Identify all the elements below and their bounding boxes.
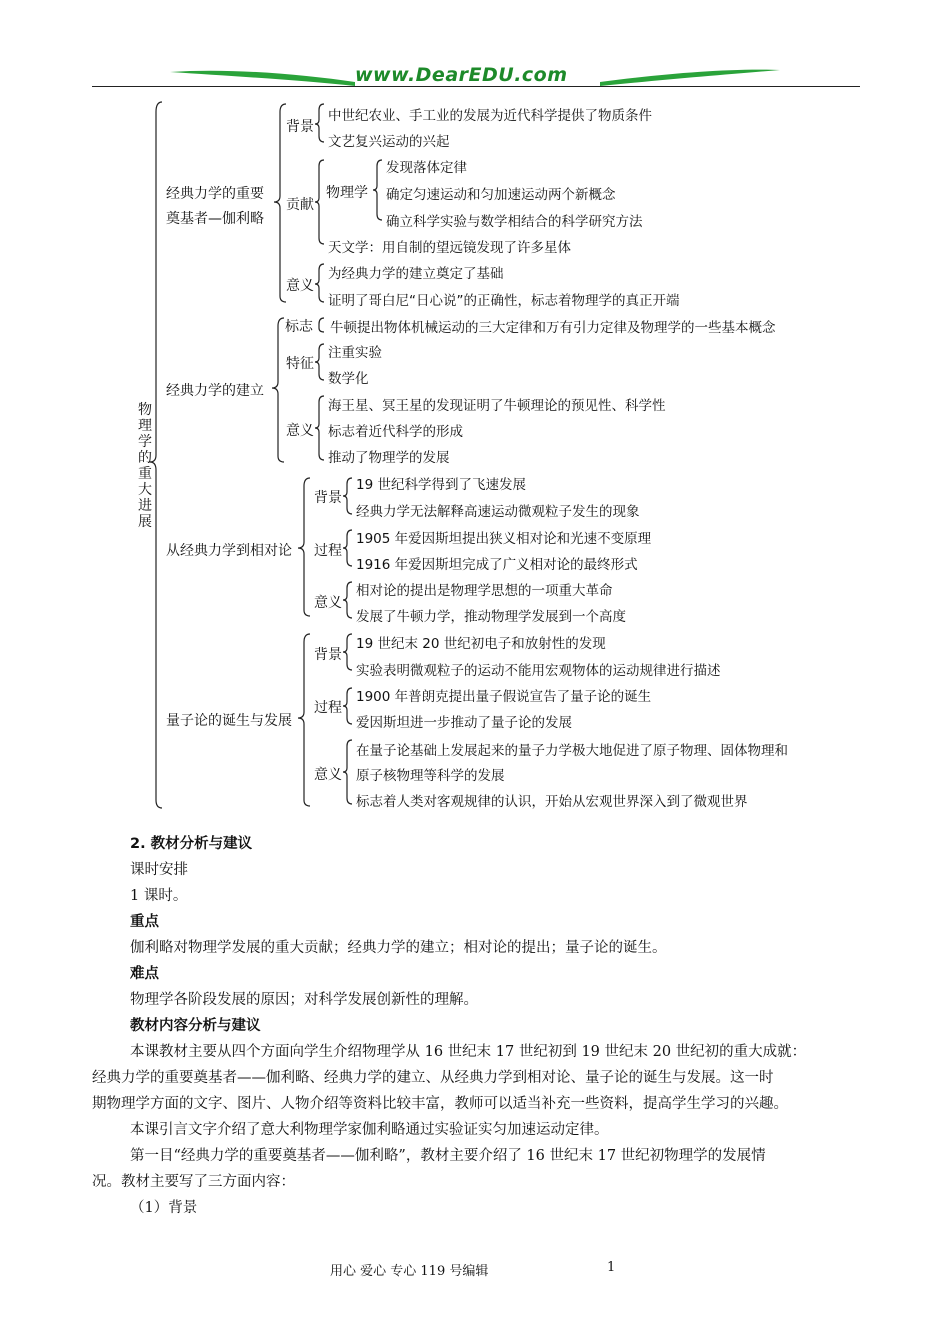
footer-text: 用心 爱心 专心 119 号编辑 — [330, 1264, 489, 1279]
paragraph-2: 本课引言文字介绍了意大利物理学家伽利略通过实验证实匀加速运动定律。 — [130, 1122, 609, 1138]
heading-analysis-suggestions: 2. 教材分析与建议 — [130, 836, 253, 852]
difficulty-heading: 难点 — [130, 966, 159, 982]
section-2-group-1-label: 标志 — [285, 319, 313, 335]
section-2-group-3-item-2: 标志着近代科学的形成 — [328, 424, 463, 440]
section-2-group-3-item-3: 推动了物理学的发展 — [328, 450, 450, 466]
section-3-group-2-label: 过程 — [314, 543, 342, 559]
section-4-group-1-item-1: 19 世纪末 20 世纪初电子和放射性的发现 — [356, 636, 606, 652]
section-1-group-3-item-2: 证明了哥白尼“日心说”的正确性，标志着物理学的真正开端 — [328, 293, 680, 309]
section-2-group-3-item-1: 海王星、冥王星的发现证明了牛顿理论的预见性、科学性 — [328, 398, 666, 414]
schedule-label: 课时安排 — [130, 862, 188, 878]
page-number: 1 — [607, 1260, 616, 1275]
section-1-group-2-label: 贡献 — [286, 197, 314, 213]
paragraph-4: （1）背景 — [130, 1200, 198, 1216]
key-points-heading: 重点 — [130, 914, 159, 930]
content-analysis-heading: 教材内容分析与建议 — [130, 1018, 261, 1034]
section-3-group-1-item-2: 经典力学无法解释高速运动微观粒子发生的现象 — [356, 504, 640, 520]
paragraph-1-line-2: 经典力学的重要奠基者——伽利略、经典力学的建立、从经典力学到相对论、量子论的诞生与发展。这一时 — [92, 1070, 774, 1086]
section-3-group-2-item-1: 1905 年爱因斯坦提出狭义相对论和光速不变原理 — [356, 531, 652, 547]
section-1-group-1-item-2: 文艺复兴运动的兴起 — [328, 134, 450, 150]
section-1-group-1-label: 背景 — [286, 119, 314, 135]
section-4-group-2-item-2: 爱因斯坦进一步推动了量子论的发展 — [356, 715, 572, 731]
section-1-group-3-item-1: 为经典力学的建立奠定了基础 — [328, 266, 504, 282]
paragraph-3-line-1: 第一目“经典力学的重要奠基者——伽利略”，教材主要介绍了 16 世纪末 17 世纪初物理学的发展情 — [130, 1148, 766, 1164]
key-points-text: 伽利略对物理学发展的重大贡献；经典力学的建立；相对论的提出；量子论的诞生。 — [130, 940, 667, 956]
section-1-group-3-label: 意义 — [286, 278, 314, 294]
section-4-group-3-label: 意义 — [314, 767, 342, 783]
section-3-group-3-item-1: 相对论的提出是物理学思想的一项重大革命 — [356, 583, 613, 599]
header-rule — [92, 86, 860, 87]
paragraph-1-line-3: 期物理学方面的文字、图片、人物介绍等资料比较丰富，教师可以适当补充一些资料，提高学生学习的兴趣。 — [92, 1096, 788, 1112]
difficulty-text: 物理学各阶段发展的原因；对科学发展创新性的理解。 — [130, 992, 478, 1008]
section-2-group-1-item-1: 牛顿提出物体机械运动的三大定律和万有引力定律及物理学的一些基本概念 — [330, 320, 776, 336]
paragraph-1-line-1: 本课教材主要从四个方面向学生介绍物理学从 16 世纪末 17 世纪初到 19 世纪末 20 世纪初的重大成就： — [130, 1044, 807, 1060]
tree-root-label: 物理学的重大进展 — [138, 402, 152, 530]
section-4-group-3-item-3: 标志着人类对客观规律的认识，开始从宏观世界深入到了微观世界 — [356, 794, 748, 810]
section-1-title-line1: 经典力学的重要 — [166, 186, 264, 202]
section-1-group-1-item-1: 中世纪农业、手工业的发展为近代科学提供了物质条件 — [328, 108, 652, 124]
section-2-group-2-item-1: 注重实验 — [328, 345, 382, 361]
section-2-title: 经典力学的建立 — [166, 383, 264, 399]
section-3-group-3-item-2: 发展了牛顿力学，推动物理学发展到一个高度 — [356, 609, 626, 625]
site-logo-text[interactable]: www.DearEDU.com — [355, 64, 568, 86]
section-2-group-3-label: 意义 — [286, 423, 314, 439]
section-4-group-1-label: 背景 — [314, 647, 342, 663]
section-3-group-1-label: 背景 — [314, 490, 342, 506]
section-4-group-2-label: 过程 — [314, 700, 342, 716]
section-4-group-1-item-2: 实验表明微观粒子的运动不能用宏观物体的运动规律进行描述 — [356, 663, 721, 679]
section-3-group-2-item-2: 1916 年爱因斯坦完成了广义相对论的最终形式 — [356, 557, 638, 573]
section-4-group-2-item-1: 1900 年普朗克提出量子假说宣告了量子论的诞生 — [356, 689, 652, 705]
section-2-group-2-item-2: 数学化 — [328, 371, 369, 387]
section-1-title-line2: 奠基者—伽利略 — [166, 211, 264, 227]
section-1-group-2-item-1: 天文学：用自制的望远镜发现了许多星体 — [328, 240, 571, 256]
section-3-group-3-label: 意义 — [314, 595, 342, 611]
section-4-group-3-item-2: 原子核物理等科学的发展 — [356, 768, 505, 784]
section-1-group-2-subitem-1: 发现落体定律 — [386, 160, 467, 176]
section-1-group-2-subitem-3: 确立科学实验与数学相结合的科学研究方法 — [386, 214, 643, 230]
schedule-value: 1 课时。 — [130, 888, 188, 904]
section-1-group-2-sublabel: 物理学 — [326, 185, 368, 201]
paragraph-3-line-2: 况。教材主要写了三方面内容： — [92, 1174, 295, 1190]
section-3-title: 从经典力学到相对论 — [166, 543, 292, 559]
section-3-group-1-item-1: 19 世纪科学得到了飞速发展 — [356, 477, 526, 493]
section-4-group-3-item-1: 在量子论基础上发展起来的量子力学极大地促进了原子物理、固体物理和 — [356, 743, 788, 759]
section-2-group-2-label: 特征 — [286, 356, 314, 372]
section-4-title: 量子论的诞生与发展 — [166, 713, 292, 729]
section-1-group-2-subitem-2: 确定匀速运动和匀加速运动两个新概念 — [386, 187, 616, 203]
